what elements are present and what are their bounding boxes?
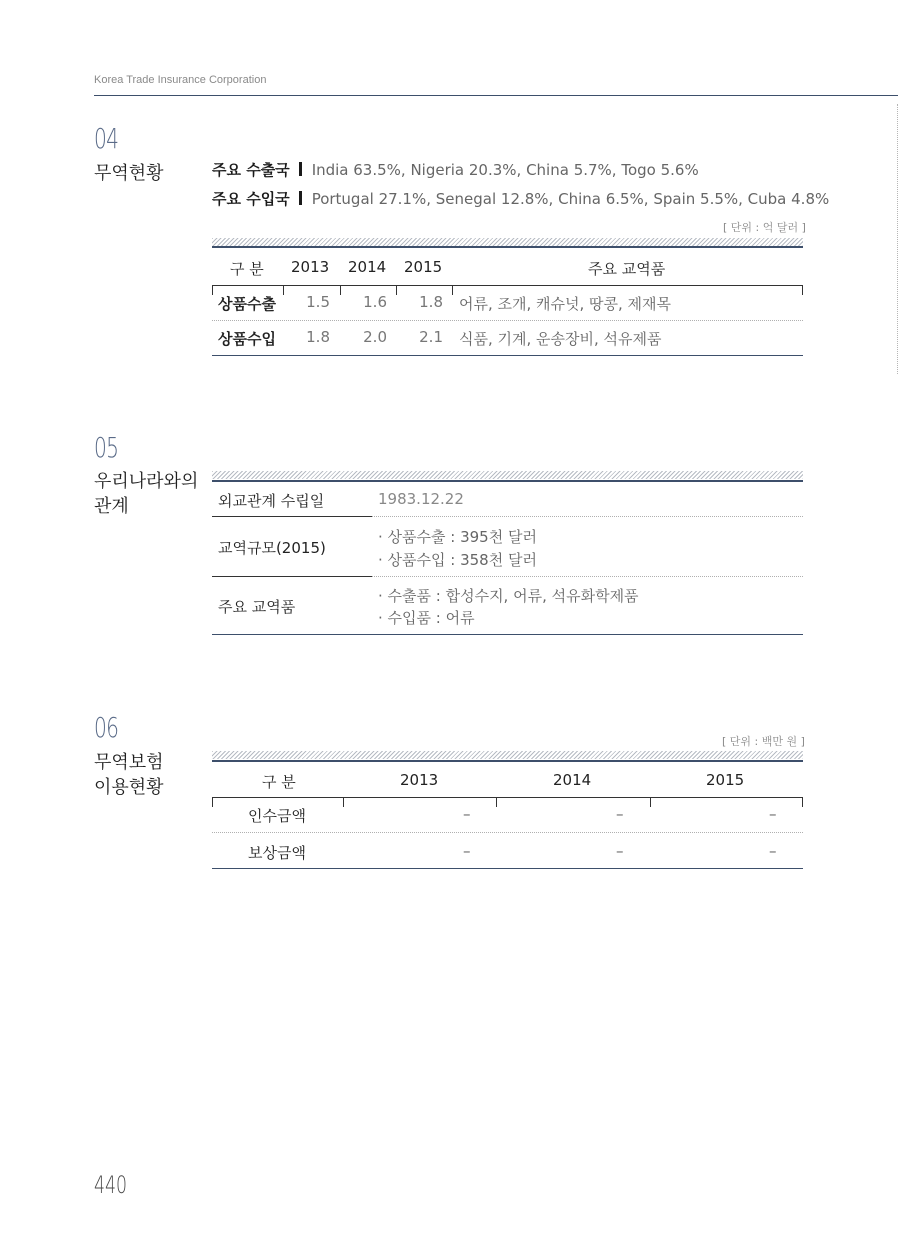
trade-volume-label: 교역규모(2015) bbox=[218, 539, 326, 557]
row-compensation-2013: – bbox=[463, 842, 471, 860]
tick bbox=[650, 797, 651, 807]
table-top-rule bbox=[212, 246, 803, 248]
col-header-2013: 2013 bbox=[400, 771, 439, 789]
table-bottom-rule bbox=[212, 868, 803, 869]
row-compensation-label: 보상금액 bbox=[248, 844, 306, 862]
row-divider bbox=[212, 320, 803, 321]
section-06-title-line1: 무역보험 bbox=[94, 752, 164, 773]
row-underwriting-2014: – bbox=[616, 805, 624, 823]
tick bbox=[283, 285, 284, 295]
page-number: 440 bbox=[94, 1171, 127, 1199]
col-header-goods: 주요 교역품 bbox=[588, 260, 666, 278]
row-divider bbox=[372, 516, 803, 517]
row-export-label: 상품수출 bbox=[218, 295, 276, 313]
tick bbox=[802, 797, 803, 807]
section-06-unit: [ 단위 : 백만 원 ] bbox=[722, 735, 805, 748]
relation-established-value: 1983.12.22 bbox=[378, 490, 464, 508]
table-bottom-rule bbox=[212, 634, 803, 635]
row-export-goods: 어류, 조개, 캐슈넛, 땅콩, 제재목 bbox=[459, 295, 672, 313]
tick bbox=[212, 285, 213, 295]
main-goods-import: · 수입품 : 어류 bbox=[378, 609, 475, 627]
row-compensation-2015: – bbox=[769, 842, 777, 860]
row-import-label: 상품수입 bbox=[218, 330, 276, 348]
table-hatch bbox=[212, 751, 803, 759]
section-06-title-line2: 이용현황 bbox=[94, 777, 164, 798]
col-header-2014: 2014 bbox=[553, 771, 592, 789]
main-goods-label: 주요 교역품 bbox=[218, 598, 296, 616]
row-import-2013: 1.8 bbox=[306, 328, 330, 346]
col-header-2015: 2015 bbox=[706, 771, 745, 789]
section-05-number: 05 bbox=[94, 431, 119, 464]
header-bottom-rule bbox=[212, 285, 803, 286]
col-header-2015: 2015 bbox=[404, 258, 443, 276]
label-rule bbox=[212, 576, 372, 577]
row-underwriting-2013: – bbox=[463, 805, 471, 823]
tick bbox=[343, 797, 344, 807]
col-header-2013: 2013 bbox=[291, 258, 330, 276]
tick bbox=[802, 285, 803, 295]
tick bbox=[340, 285, 341, 295]
row-export-2015: 1.8 bbox=[419, 293, 443, 311]
row-import-2015: 2.1 bbox=[419, 328, 443, 346]
row-import-2014: 2.0 bbox=[363, 328, 387, 346]
section-04-unit: [ 단위 : 억 달러 ] bbox=[723, 221, 806, 234]
row-export-2014: 1.6 bbox=[363, 293, 387, 311]
major-export-countries bbox=[212, 159, 699, 180]
trade-volume-export: · 상품수출 : 395천 달러 bbox=[378, 528, 537, 546]
trade-volume-import: · 상품수입 : 358천 달러 bbox=[378, 551, 537, 569]
section-05-title-line1: 우리나라와의 bbox=[94, 471, 199, 492]
table-hatch bbox=[212, 471, 803, 479]
table-hatch bbox=[212, 238, 803, 246]
header-rule bbox=[94, 95, 898, 96]
tick bbox=[212, 797, 213, 807]
col-header-category: 구 분 bbox=[262, 773, 296, 791]
label-rule bbox=[212, 516, 372, 517]
table-top-rule bbox=[212, 760, 803, 762]
section-05-title-line2: 관계 bbox=[94, 496, 129, 517]
separator-bar bbox=[299, 191, 302, 205]
row-export-2013: 1.5 bbox=[306, 293, 330, 311]
export-value: India 63.5%, Nigeria 20.3%, China 5.7%, Togo 5.6% bbox=[311, 161, 699, 179]
row-divider bbox=[212, 832, 803, 833]
section-06-number: 06 bbox=[94, 711, 119, 744]
row-underwriting-label: 인수금액 bbox=[248, 807, 306, 825]
export-label: 주요 수출국 bbox=[212, 161, 290, 179]
section-04-number: 04 bbox=[94, 122, 119, 155]
section-04-title: 무역현황 bbox=[94, 163, 164, 184]
header-bottom-rule bbox=[212, 797, 803, 798]
tick bbox=[396, 285, 397, 295]
row-divider bbox=[372, 576, 803, 577]
major-import-countries bbox=[212, 188, 829, 209]
row-import-goods: 식품, 기계, 운송장비, 석유제품 bbox=[459, 330, 662, 348]
tick bbox=[452, 285, 453, 295]
row-compensation-2014: – bbox=[616, 842, 624, 860]
row-underwriting-2015: – bbox=[769, 805, 777, 823]
col-header-2014: 2014 bbox=[348, 258, 387, 276]
col-header-category: 구 분 bbox=[230, 260, 264, 278]
relation-established-label: 외교관계 수립일 bbox=[218, 492, 325, 510]
import-label: 주요 수입국 bbox=[212, 190, 290, 208]
separator-bar bbox=[299, 162, 302, 176]
tick bbox=[496, 797, 497, 807]
import-value: Portugal 27.1%, Senegal 12.8%, China 6.5%, Spain 5.5%, Cuba 4.8% bbox=[311, 190, 830, 208]
company-header: Korea Trade Insurance Corporation bbox=[94, 74, 267, 86]
table-bottom-rule bbox=[212, 355, 803, 356]
table-top-rule bbox=[212, 480, 803, 482]
main-goods-export: · 수출품 : 합성수지, 어류, 석유화학제품 bbox=[378, 587, 639, 605]
